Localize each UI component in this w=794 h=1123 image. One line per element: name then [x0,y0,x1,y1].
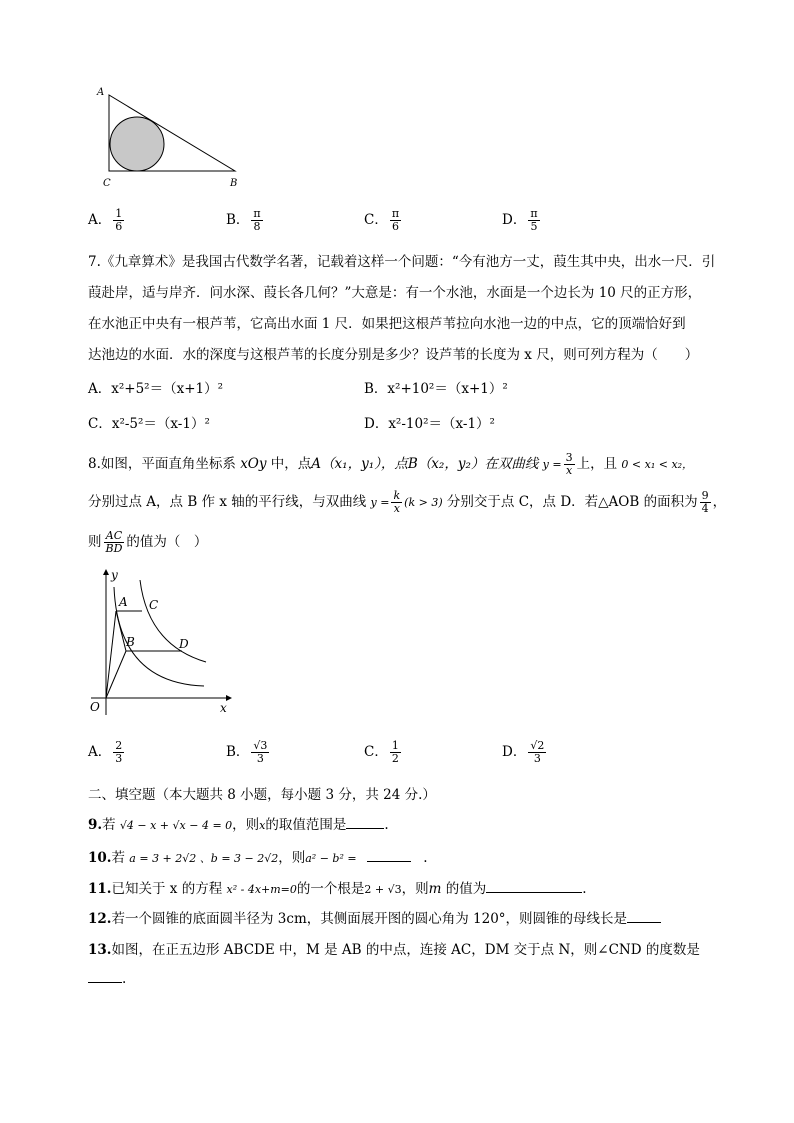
q7-option-d[interactable]: D．x²-10²＝（x-1）² [364,416,495,432]
q9-var: x [259,819,266,832]
q8-option-letter: D． [502,744,527,760]
q10-expression: a = 3 + 2√2 、b = 3 − 2√2 [129,852,279,865]
q10-number: 10. [88,850,112,866]
label-a: A [119,595,128,609]
q8-line-2 [88,490,726,515]
q8-a-den: 3 [115,752,123,765]
q8-d-num: √2 [530,739,545,752]
q6-c-den: 6 [391,220,399,233]
q6-option-a[interactable] [88,208,126,233]
q8-curve2-num: k [393,489,401,502]
label-x: x [220,701,227,715]
hyperbola-figure [86,565,246,720]
q8-curve-den: x [566,464,573,477]
q9-text: ，则 [232,817,260,833]
q6-a-den: 6 [115,220,123,233]
q8-option-a[interactable] [88,740,126,765]
q8-c-num: 1 [391,739,399,752]
q13-number: 13. [88,942,112,958]
curve-k [140,580,206,662]
q11-text: 已知关于 x 的方程 [111,881,223,897]
q8-text: 上，且 [576,456,618,472]
segment-ab [116,611,126,651]
label-c: C [149,598,159,612]
q8-text: 8.如图，平面直角坐标系 [88,456,236,472]
q8-point-a: A（x₁，y₁），点 [311,456,408,472]
label-d: D [179,637,189,651]
q6-c-num: π [391,207,400,220]
q8-point-b: B（x₂，y₂）在双曲线 [407,456,539,472]
q8-text: ， [712,494,727,510]
q8-c-den: 2 [391,752,399,765]
q8-area-num: 9 [701,489,709,502]
q13-line-2 [88,970,126,987]
q11 [88,877,587,897]
q8-option-c[interactable] [364,740,403,765]
q11-text: . [582,881,587,897]
q8-option-letter: A． [88,744,112,760]
q10-text: 若 [111,850,125,866]
q8-line-3 [88,530,207,555]
q8-option-letter: C． [364,744,388,760]
q9-text: 的取值范围是 [265,817,347,833]
triangle-incircle-figure [90,80,250,195]
q12-number: 12. [88,911,112,927]
q9-expression: √4 − x + √x − 4 = 0 [119,819,233,832]
q8-b-num: √3 [253,739,268,752]
q9-text: . [384,817,389,833]
q12-answer-blank[interactable] [627,910,661,923]
q11-text: 的一个根是 [296,881,365,897]
q10 [88,846,427,866]
q7-line-3: 在水池正中央有一根芦苇，它高出水面 1 尺．如果把这根芦苇拉向水池一边的中点，它的顶端恰好到 [88,316,686,332]
q7-line-2: 葭赴岸，适与岸齐．问水深、葭长各几何？”大意是：有一个水池，水面是一个边长为 10 尺的正方形， [88,285,702,301]
q8-option-d[interactable] [502,740,548,765]
q6-option-b[interactable] [226,208,265,233]
q12 [88,907,661,927]
q6-option-c[interactable] [364,208,403,233]
q11-answer-blank[interactable] [486,880,582,893]
q10-text: . [423,850,428,866]
q8-condition: 0 < x₁ < x₂， [621,458,694,471]
q9-text: 若 [102,817,116,833]
q11-var: m [428,881,442,897]
q6-option-letter: D． [502,212,527,228]
q13-text: 如图，在正五边形 ABCDE 中，M 是 AB 的中点，连接 AC，DM 交于点 N，则∠CND 的度数是 [111,942,700,958]
q9-answer-blank[interactable] [346,816,384,829]
q6-d-den: 5 [530,220,538,233]
q8-text: 中，点 [270,456,312,472]
q7-option-a[interactable]: A．x²+5²＝（x+1）² [88,381,224,397]
q6-option-letter: A． [88,212,112,228]
q8-text: 分别过点 A，点 B 作 x 轴的平行线，与双曲线 [88,494,367,510]
q8-line-1 [88,452,693,477]
q6-d-num: π [530,207,538,220]
q7-line-4: 达池边的水面．水的深度与这根芦苇的长度分别是多少？设芦苇的长度为 x 尺，则可列方程为（ ） [88,347,699,363]
q8-area-den: 4 [701,502,709,515]
q6-b-num: π [253,207,261,220]
q9-number: 9. [88,817,103,833]
q11-number: 11. [88,881,112,897]
q6-a-num: 1 [115,207,123,220]
q8-option-letter: B． [226,744,250,760]
label-b: B [230,178,238,189]
label-a: A [97,87,105,98]
q8-text: 则 [88,534,102,550]
q6-option-letter: C． [364,212,388,228]
q6-option-d[interactable] [502,208,542,233]
q8-option-b[interactable] [226,740,271,765]
q8-d-den: 3 [533,752,541,765]
q7-option-b[interactable]: B．x²+10²＝（x+1）² [364,381,508,397]
q13-text: . [122,971,127,987]
q8-a-num: 2 [115,739,123,752]
q11-root: 2 + √3 [364,883,402,896]
q10-answer-blank[interactable] [367,849,411,862]
q8-ratio-den: BD [105,542,123,555]
q8-curve2-y: y = [370,496,390,509]
q13-answer-blank[interactable] [88,970,122,983]
q7-option-c[interactable]: C．x²-5²＝（x-1）² [88,416,210,432]
q8-curve-y: y = [542,458,562,471]
q8-text: 的值为（ ） [126,534,208,550]
section-title: 二、填空题（本大题共 8 小题，每小题 3 分，共 24 分.） [88,787,436,803]
segment-oa [106,611,116,698]
label-o: O [90,700,100,714]
q6-b-den: 8 [253,220,261,233]
q8-ratio-num: AC [105,529,123,542]
q7-line-1: 7.《九章算术》是我国古代数学名著，记载着这样一个问题：“今有池方一丈，葭生其中央，出水一尺．引 [88,254,716,270]
q10-text: ，则 [278,850,306,866]
q8-text: 分别交于点 C，点 D．若△AOB 的面积为 [446,494,698,510]
q8-xoy: xOy [240,456,267,472]
q8-curve-num: 3 [565,451,573,464]
q11-text: 的值为 [445,881,487,897]
q8-k-condition: (k > 3) [404,496,443,509]
label-y: y [111,568,118,582]
q12-text: 若一个圆锥的底面圆半径为 3cm，其侧面展开图的圆心角为 120°，则圆锥的母线长是 [111,911,628,927]
incircle [110,117,164,171]
label-b: B [126,635,135,649]
q8-curve2-den: x [393,502,400,515]
q9 [88,813,389,833]
q10-expression-2: a² − b² = [305,852,357,865]
q11-text: ，则 [401,881,429,897]
q6-option-letter: B． [226,212,250,228]
q11-equation: x² - 4x+m=0 [226,883,297,896]
label-c: C [103,178,111,189]
q13 [88,938,700,958]
q8-b-den: 3 [256,752,264,765]
